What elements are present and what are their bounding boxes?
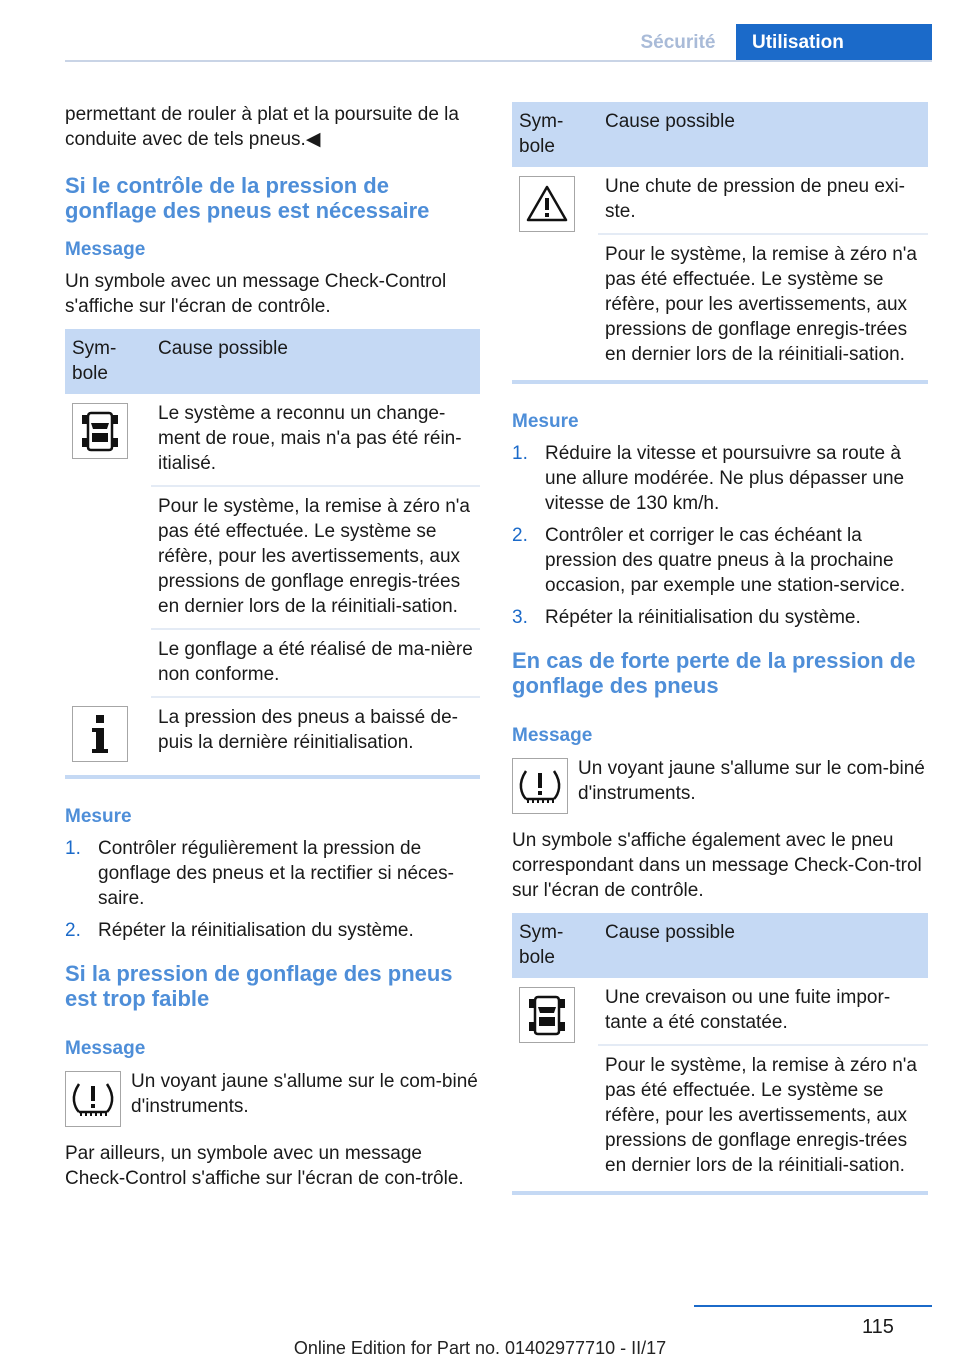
- footer-rule: [694, 1305, 932, 1307]
- step-text: Répéter la réinitialisation du système.: [98, 920, 414, 941]
- list-item: [512, 605, 928, 630]
- page-number: 115: [862, 1316, 894, 1338]
- extra-text: Un symbole s'affiche également avec le pneu correspondant dans un message Check-Con-trol sur l'écran de contrôle.: [512, 830, 922, 901]
- message-heading: Message: [512, 725, 593, 746]
- table-header-cause: Cause possible: [598, 913, 928, 978]
- step-text: Contrôler régulièrement la pression de gonflage des pneus et la rectifier si néces-saire.: [98, 838, 454, 909]
- list-item: [65, 918, 480, 943]
- measure-heading: Mesure: [65, 806, 132, 827]
- table-row: [512, 167, 928, 234]
- message-heading: Message: [65, 239, 146, 260]
- step-text: Réduire la vitesse et poursuivre sa route à une allure modérée. Ne plus dépasser une vitesse de 130 km/h.: [545, 443, 905, 514]
- step-number: 2.: [65, 920, 81, 941]
- extra-text: Par ailleurs, un symbole avec un message Check-Control s'affiche sur l'écran de con-trôle.: [65, 1143, 464, 1189]
- table-row: [65, 697, 480, 771]
- table-header-cause: Cause possible: [151, 329, 480, 394]
- header-tab-securite[interactable]: Sécurité: [640, 32, 716, 53]
- cause-text: Pour le système, la remise à zéro n'a pas été effectuée. Le système se réfère, pour les avertissements, aux pressions de gonflage enregis-trées en dernier lors de la réinitiali-sation.: [151, 486, 480, 629]
- table-end-rule: [512, 380, 928, 384]
- list-item: [512, 441, 928, 516]
- step-text: Répéter la réinitialisation du système.: [545, 607, 861, 628]
- step-number: 2.: [512, 525, 528, 546]
- cause-text: Le système a reconnu un change-ment de roue, mais n'a pas été réin-itialisé.: [151, 394, 480, 486]
- left-column: [65, 102, 480, 1191]
- step-text: Contrôler et corriger le cas échéant la pression des quatre pneus à la prochaine occasion, par exemple une station-service.: [545, 525, 906, 596]
- list-item: [65, 836, 480, 911]
- table-header-symbol: Sym-bole: [512, 102, 598, 167]
- intro-text: permettant de rouler à plat et la poursuite de la conduite avec de tels pneus.◀: [65, 104, 459, 150]
- table-end-rule: [65, 775, 480, 779]
- section-title-check-needed: Si le contrôle de la pression de gonflage des pneus est nécessaire: [65, 173, 430, 223]
- info-icon: [72, 706, 128, 762]
- message-text: Un voyant jaune s'allume sur le com-biné d'instruments.: [131, 1071, 478, 1117]
- measure-heading: Mesure: [512, 411, 579, 432]
- symbol-table-2: [512, 102, 928, 376]
- table-end-rule: [512, 1191, 928, 1195]
- tire-pressure-warning-icon: [512, 758, 568, 814]
- cause-text: Le gonflage a été réalisé de ma-nière non conforme.: [151, 629, 480, 697]
- table-header-symbol: Sym-bole: [65, 329, 151, 394]
- tire-car-icon: [72, 403, 128, 459]
- cause-text: Pour le système, la remise à zéro n'a pas été effectuée. Le système se réfère, pour les avertissements, aux pressions de gonflage enregis-trées en dernier lors de la réinitiali-sation.: [605, 1055, 917, 1176]
- message-text: Un symbole avec un message Check-Control s'affiche sur l'écran de contrôle.: [65, 271, 447, 317]
- step-number: 3.: [512, 607, 528, 628]
- warning-triangle-icon: [519, 176, 575, 232]
- message-heading: Message: [65, 1038, 146, 1059]
- step-number: 1.: [65, 838, 81, 859]
- table-row: [512, 978, 928, 1045]
- tire-pressure-warning-icon: [65, 1071, 121, 1127]
- message-row: [65, 1069, 480, 1127]
- cause-text: Pour le système, la remise à zéro n'a pas été effectuée. Le système se réfère, pour les avertissements, aux pressions de gonflage enregis-trées en dernier lors de la réinitiali-sation.: [605, 244, 917, 365]
- measure-steps: [512, 441, 928, 630]
- list-item: [512, 523, 928, 598]
- tire-car-icon: [519, 987, 575, 1043]
- section-title-pressure-low: Si la pression de gonflage des pneus est trop faible: [65, 961, 453, 1011]
- cause-text: Une crevaison ou une fuite impor-tante a été constatée.: [598, 978, 928, 1045]
- message-row: [512, 756, 928, 814]
- measure-steps: [65, 836, 480, 943]
- table-header-cause: Cause possible: [598, 102, 928, 167]
- edition-text: Online Edition for Part no. 01402977710 - II/17: [293, 1338, 667, 1358]
- section-title-strong-loss: En cas de forte perte de la pression de gonflage des pneus: [512, 648, 916, 698]
- cause-text: La pression des pneus a baissé de-puis la dernière réinitialisation.: [158, 707, 458, 753]
- message-text: Un voyant jaune s'allume sur le com-biné d'instruments.: [578, 758, 925, 804]
- table-header-symbol: Sym-bole: [512, 913, 598, 978]
- table-row: [65, 394, 480, 486]
- cause-text: Une chute de pression de pneu exi-ste.: [598, 167, 928, 234]
- right-column: [512, 102, 928, 1195]
- step-number: 1.: [512, 443, 528, 464]
- header-tab-utilisation[interactable]: Utilisation: [736, 24, 932, 62]
- header-rule: [65, 60, 932, 62]
- symbol-table-3: [512, 913, 928, 1187]
- symbol-table-1: [65, 329, 480, 771]
